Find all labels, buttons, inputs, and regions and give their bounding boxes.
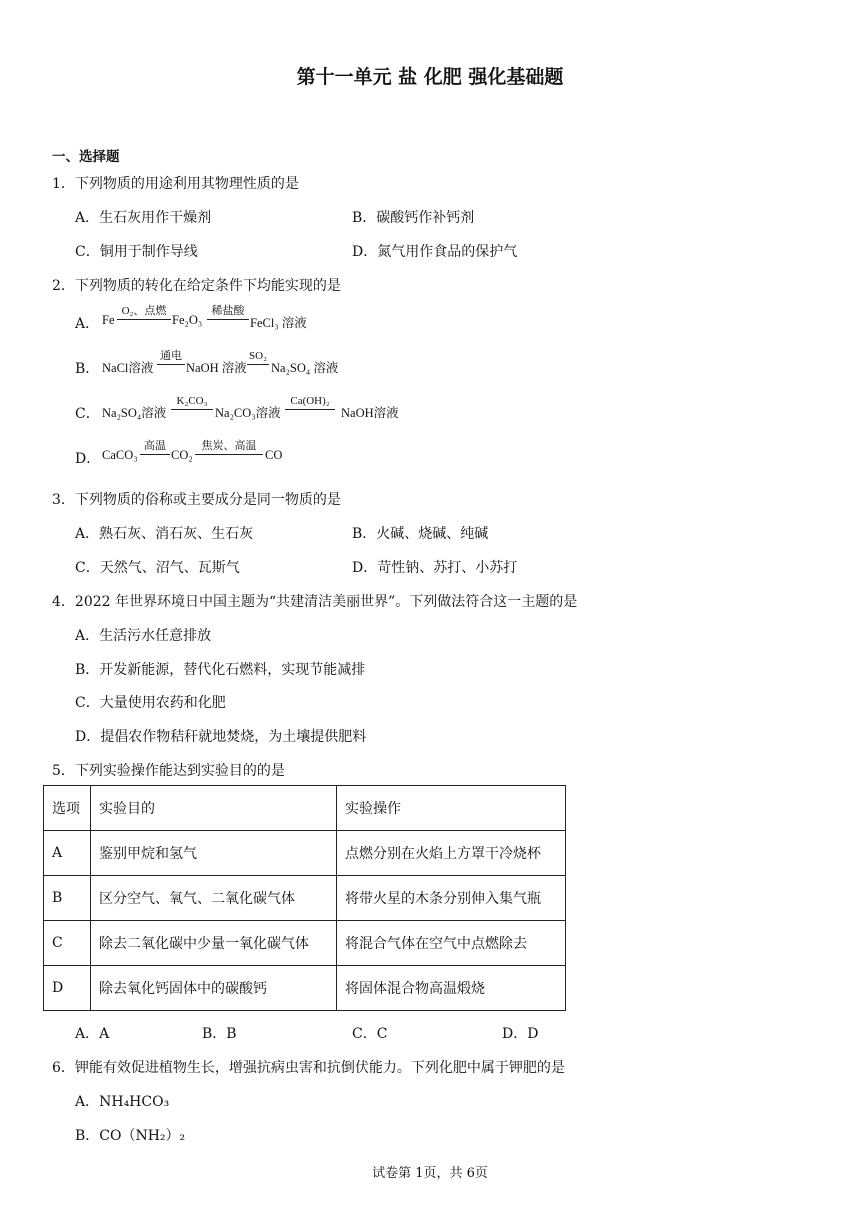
reactant: Na₂SO₄溶液 [102,406,167,420]
page-title: 第十一单元 盐 化肥 强化基础题 [296,66,564,88]
q4-option-d: D．提倡农作物秸秆就地焚烧，为土壤提供肥料 [75,729,367,745]
intermediate: Fe₂O₃ [172,313,203,327]
q3-option-c: C．天然气、沼气、瓦斯气 [75,560,240,576]
q1-option-b: B．碳酸钙作补钙剂 [352,210,475,226]
reaction-condition: SO₂ [249,350,267,362]
table-header-cell: 实验目的 [91,786,337,831]
reaction-arrow [285,395,335,410]
reaction-arrow [117,305,171,320]
product: CO [265,448,283,462]
question-5-stem: 5．下列实验操作能达到实验目的的是 [52,763,285,779]
table-header-cell: 实验操作 [337,786,566,831]
question-4-stem: 4．2022 年世界环境日中国主题为“共建清洁美丽世界”。下列做法符合这一主题的是 [52,594,578,610]
table-row [44,921,566,966]
intermediate: CO₂ [171,448,193,462]
table-header-row [44,786,566,831]
table-cell: 区分空气、氧气、二氧化碳气体 [91,876,337,921]
table-cell: 鉴别甲烷和氢气 [91,831,337,876]
reaction-condition: 通电 [160,350,182,362]
q6-option-a: A．NH₄HCO₃ [75,1094,170,1110]
table-cell: 点燃分别在火焰上方罩干冷烧杯 [337,831,566,876]
q4-option-a: A．生活污水任意排放 [75,628,212,644]
q3-option-a: A．熟石灰、消石灰、生石灰 [75,526,254,542]
table-cell: C [44,921,91,966]
question-1-stem: 1．下列物质的用途利用其物理性质的是 [52,176,299,192]
page-footer: 试卷第 1页，共 6页 [372,1166,488,1181]
table-cell: 将带火星的木条分别伸入集气瓶 [337,876,566,921]
reaction-condition: 高温 [144,440,166,452]
question-3-stem: 3．下列物质的俗称或主要成分是同一物质的是 [52,492,341,508]
q4-option-c: C．大量使用农药和化肥 [75,695,226,711]
reaction-arrow [171,395,213,410]
table-cell: 将混合气体在空气中点燃除去 [337,921,566,966]
option-label: A． [75,316,100,332]
q3-option-b: B．火碱、烧碱、纯碱 [352,526,489,542]
option-label: D． [75,451,101,467]
table-cell: A [44,831,91,876]
product: Na₂SO₄ 溶液 [271,361,339,375]
table-row [44,831,566,876]
q5-option-d: D．D [502,1026,539,1042]
reactant: Fe [102,313,115,327]
table-cell: 将固体混合物高温煅烧 [337,966,566,1011]
q5-option-b: B．B [202,1026,237,1042]
option-label: B． [75,361,100,377]
table-cell: B [44,876,91,921]
table-row [44,876,566,921]
reaction-arrow [140,440,170,455]
reaction-condition: 稀盐酸 [211,305,245,317]
reaction-condition: O₂、点燃 [121,305,167,317]
q5-option-a: A．A [75,1026,110,1042]
table-row [44,966,566,1011]
reaction-arrow [195,440,263,455]
reaction-arrow [157,350,185,365]
intermediate: Na₂CO₃溶液 [215,406,281,420]
reaction-arrow [247,350,269,365]
reactant: NaCl溶液 [102,361,154,375]
q5-option-c: C．C [352,1026,388,1042]
reaction-condition: 焦炭、高温 [201,440,257,452]
question-6-stem: 6．钾能有效促进植物生长，增强抗病虫害和抗倒伏能力。下列化肥中属于钾肥的是 [52,1060,565,1076]
q1-option-a: A．生石灰用作干燥剂 [75,210,212,226]
reaction-arrow [207,305,249,320]
product: FeCl₃ 溶液 [250,316,307,330]
q3-option-d: D．苛性钠、苏打、小苏打 [352,560,518,576]
section-heading: 一、选择题 [52,149,120,165]
intermediate: NaOH 溶液 [186,361,247,375]
product: NaOH溶液 [341,406,399,420]
option-label: C． [75,406,100,422]
reaction-condition: K₂CO₃ [176,395,208,407]
reaction-condition: Ca(OH)₂ [290,395,330,407]
table-cell: D [44,966,91,1011]
q1-option-d: D．氮气用作食品的保护气 [352,244,518,260]
experiment-table [43,785,566,1011]
q6-option-b: B．CO（NH₂）₂ [75,1128,186,1144]
q4-option-b: B．开发新能源，替代化石燃料，实现节能减排 [75,662,366,678]
question-2-stem: 2．下列物质的转化在给定条件下均能实现的是 [52,278,341,294]
table-header-cell: 选项 [44,786,91,831]
table-cell: 除去二氧化碳中少量一氧化碳气体 [91,921,337,966]
table-cell: 除去氧化钙固体中的碳酸钙 [91,966,337,1011]
reactant: CaCO₃ [102,448,138,462]
q1-option-c: C．铜用于制作导线 [75,244,198,260]
